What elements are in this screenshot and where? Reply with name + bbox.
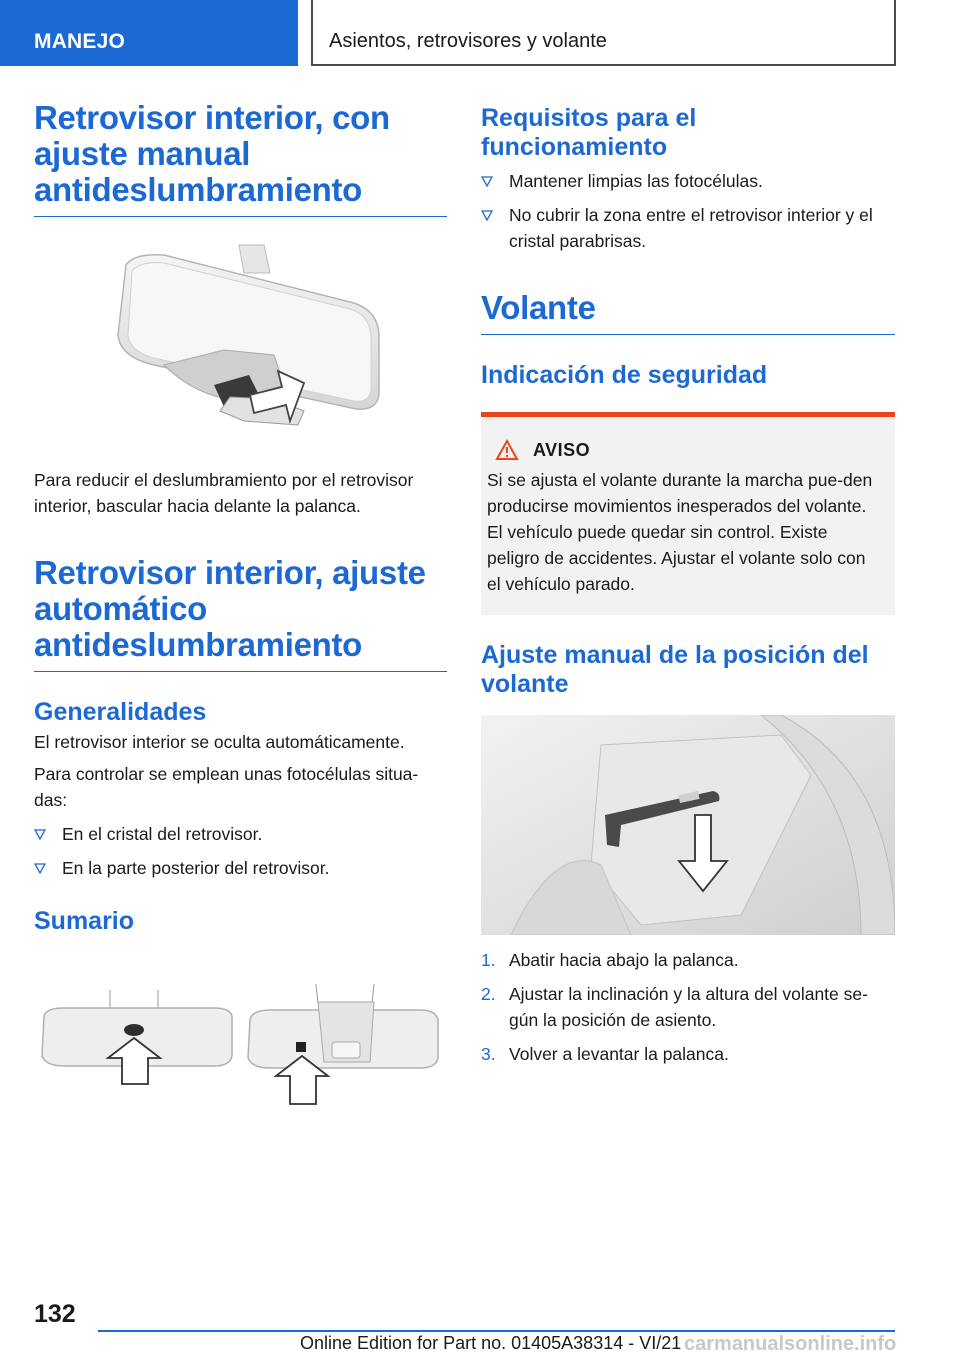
triangle-bullet-icon	[34, 829, 46, 840]
step-number: 3.	[481, 1044, 496, 1064]
steering-lever-illustration	[481, 715, 895, 935]
heading-manual-mirror: Retrovisor interior, con ajuste manual antideslumbramiento	[34, 100, 447, 217]
warning-box	[481, 412, 895, 615]
mirror-overview-illustration	[34, 972, 447, 1122]
general-text-1: El retrovisor interior se oculta automáticamente.	[34, 732, 405, 752]
chapter-tab	[311, 0, 896, 66]
heading-seguridad: Indicación de seguridad	[481, 361, 768, 389]
right-column	[481, 104, 895, 1067]
triangle-bullet-icon	[481, 176, 493, 187]
bullet-text: En el cristal del retrovisor.	[62, 824, 263, 844]
step-item	[481, 947, 895, 973]
section-label: MANEJO	[34, 30, 126, 53]
heading-ajuste-volante: Ajuste manual de la posición del volante	[481, 641, 869, 698]
step-text: Abatir hacia abajo la palanca.	[509, 950, 739, 970]
manual-mirror-illustration	[34, 225, 447, 455]
heading-volante: Volante	[481, 290, 895, 335]
list-item	[34, 821, 447, 847]
warning-triangle-icon	[495, 439, 519, 461]
step-number: 1.	[481, 950, 496, 970]
step-item	[481, 981, 895, 1033]
list-item	[481, 202, 895, 254]
section-tab	[0, 0, 298, 66]
heading-requisitos: Requisitos para el funcionamiento	[481, 104, 697, 161]
manual-mirror-text: Para reducir el deslumbramiento por el retrovisor interior, bascular hacia delante la palanca.	[34, 470, 414, 516]
bullet-text: Mantener limpias las fotocélulas.	[509, 171, 763, 191]
chapter-label: Asientos, retrovisores y volante	[329, 30, 607, 52]
step-number: 2.	[481, 984, 496, 1004]
warning-text: Si se ajusta el volante durante la marcha pue-den producirse movimientos inesperados del volante. El vehículo puede quedar sin control. Existe peligro de accidentes. Ajustar el volante solo con el vehículo parado.	[487, 470, 873, 594]
heading-sumario: Sumario	[34, 907, 135, 935]
list-item	[481, 168, 895, 194]
step-item	[481, 1041, 895, 1067]
list-item	[34, 855, 447, 881]
page-number: 132	[34, 1300, 76, 1328]
left-column	[34, 100, 447, 1122]
footer-rule	[98, 1330, 895, 1332]
triangle-bullet-icon	[34, 863, 46, 874]
warning-header	[487, 439, 881, 461]
bullet-text: En la parte posterior del retrovisor.	[62, 858, 330, 878]
warning-title: AVISO	[533, 439, 591, 460]
bullet-text: No cubrir la zona entre el retrovisor interior y el cristal parabrisas.	[509, 205, 873, 251]
heading-auto-mirror: Retrovisor interior, ajuste automático antideslumbramiento	[34, 555, 447, 672]
footer-edition: Online Edition for Part no. 01405A38314 - VI/21	[300, 1333, 682, 1353]
step-text: Volver a levantar la palanca.	[509, 1044, 729, 1064]
watermark: carmanualsonline.info	[684, 1333, 897, 1355]
heading-generalidades: Generalidades	[34, 698, 207, 726]
triangle-bullet-icon	[481, 210, 493, 221]
general-text-2: Para controlar se emplean unas fotocélulas situa-das:	[34, 764, 419, 810]
step-text: Ajustar la inclinación y la altura del volante se-gún la posición de asiento.	[509, 984, 868, 1030]
